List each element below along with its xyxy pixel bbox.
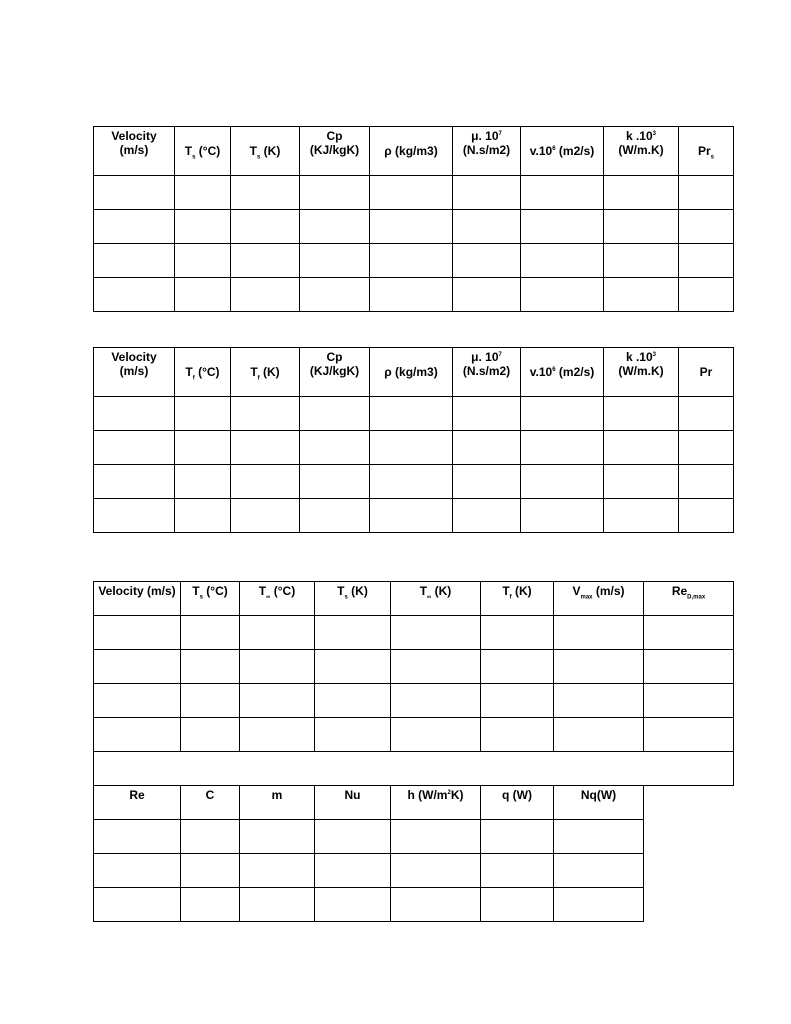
table-cell [604,499,679,533]
table-cell [315,820,391,854]
table-cell [679,176,734,210]
table-cell [644,718,734,752]
table-cell [240,616,315,650]
header-tinf-k: $T_\infty$ (K) [391,582,481,616]
table-cell [300,244,370,278]
table-cell [554,820,644,854]
empty-cell [644,820,734,854]
table-cell [94,210,175,244]
table-cell [604,465,679,499]
header-ts-c: $T_s$ (°C) [175,127,231,176]
table-cell [240,854,315,888]
table-cell [231,278,300,312]
table-cell [521,499,604,533]
table-cell [181,820,240,854]
table-row [94,820,734,854]
header-m: m [240,786,315,820]
table-row [94,278,734,312]
table-cell [391,616,481,650]
table-cell [175,210,231,244]
table-cell [300,397,370,431]
table-cell [679,397,734,431]
table-cell [94,684,181,718]
header-row [94,127,734,176]
header-ts-k: $T_s$ (K) [315,582,391,616]
table-cell [240,650,315,684]
table-cell [391,888,481,922]
table-cell [554,854,644,888]
header-re: Re [94,786,181,820]
table-cell [453,176,521,210]
table-cell [521,210,604,244]
table-cell [175,431,231,465]
table-cell [315,854,391,888]
table-cell [481,650,554,684]
table-cell [521,431,604,465]
table-row [94,176,734,210]
header-tf-c: $T_f$ (°C) [175,348,231,397]
table-cell [175,397,231,431]
table-cell [554,616,644,650]
table-row [94,431,734,465]
header-nq: Nq(W) [554,786,644,820]
table-cell [175,244,231,278]
table-cell [300,176,370,210]
table-cell [679,499,734,533]
table-cell [644,684,734,718]
header-c: C [181,786,240,820]
table-cell [315,650,391,684]
empty-cell [644,888,734,922]
table-cell [231,499,300,533]
header-density: ρ (kg/m3) [370,348,453,397]
table-cell [231,397,300,431]
header-ts-k: $T_s$ (K) [231,127,300,176]
header-q: q (W) [481,786,554,820]
table-cell [391,718,481,752]
table-cell [94,650,181,684]
table-cell [679,210,734,244]
table-cell [181,684,240,718]
header-h: h $(W/m^2K)$ [391,786,481,820]
header-viscosity: μ. $10^7$ (N.s/m2) [453,127,521,176]
header-row-2 [94,786,734,820]
table-cell [370,431,453,465]
table-cell [175,176,231,210]
header-conductivity: k $.10^3$ (W/m.K) [604,127,679,176]
table-cell [94,176,175,210]
table-cell [94,888,181,922]
table-cell [679,278,734,312]
table-cell [94,820,181,854]
table-cell [300,278,370,312]
table-cell [94,244,175,278]
table-row [94,684,734,718]
table-cell [481,854,554,888]
table-cell [315,888,391,922]
table-convection-results [93,581,734,922]
table-cell [481,616,554,650]
table-cell [240,888,315,922]
table-cell [181,718,240,752]
table-cell [370,210,453,244]
table-row [94,888,734,922]
empty-cell [644,786,734,820]
table-cell [240,684,315,718]
table-cell [481,820,554,854]
header-velocity: Velocity (m/s) [94,127,175,176]
header-viscosity: μ. $10^7$ (N.s/m2) [453,348,521,397]
table-cell [391,854,481,888]
table-cell [554,684,644,718]
table-cell [453,465,521,499]
header-velocity: Velocity (m/s) [94,582,181,616]
table-cell [604,176,679,210]
header-tinf-c: $T_\infty$ (°C) [240,582,315,616]
table-row [94,465,734,499]
table-cell [181,650,240,684]
table-cell [604,244,679,278]
table-cell [391,650,481,684]
table-cell [370,176,453,210]
table-cell [554,888,644,922]
table-cell [521,244,604,278]
table-cell [391,684,481,718]
table-cell [181,616,240,650]
table-cell [370,278,453,312]
table-cell [521,397,604,431]
table-cell [453,244,521,278]
table-row [94,397,734,431]
table-row [94,499,734,533]
table-cell [604,278,679,312]
table-cell [94,499,175,533]
table-cell [370,499,453,533]
header-tf-k: $T_f$ (K) [481,582,554,616]
table-cell [370,465,453,499]
table-cell [453,397,521,431]
table-cell [679,431,734,465]
table-cell [315,616,391,650]
header-kinematic-viscosity: $v.10^6$ (m2/s) [521,127,604,176]
table-cell [94,616,181,650]
table-cell [679,465,734,499]
table-cell [240,718,315,752]
table-cell [231,210,300,244]
table-cell [554,650,644,684]
table-surface-properties [93,126,734,312]
table-row [94,210,734,244]
table-cell [94,718,181,752]
header-re-dmax: $Re_{D,max}$ [644,582,734,616]
table-cell [481,684,554,718]
header-nu: Nu [315,786,391,820]
table-cell [453,278,521,312]
header-tf-k: $T_f$ (K) [231,348,300,397]
table-film-properties [93,347,734,533]
table-row [94,650,734,684]
table-cell [94,854,181,888]
table-cell [604,431,679,465]
header-cp: Cp (KJ/kgK) [300,127,370,176]
table-cell [300,431,370,465]
table-cell [94,278,175,312]
table-cell [604,397,679,431]
table-cell [521,176,604,210]
header-prandtl-s: $Pr_s$ [679,127,734,176]
table-cell [315,718,391,752]
table-cell [453,210,521,244]
table-cell [94,431,175,465]
table-cell [554,718,644,752]
spacer-row [94,752,734,786]
table-cell [94,465,175,499]
header-row [94,348,734,397]
header-density: ρ (kg/m3) [370,127,453,176]
table-cell [181,854,240,888]
table-row [94,616,734,650]
table-cell [370,397,453,431]
table-cell [604,210,679,244]
header-ts-c: $T_s$ (°C) [181,582,240,616]
table-cell [644,616,734,650]
header-prandtl: Pr [679,348,734,397]
table-cell [300,499,370,533]
table-cell [391,820,481,854]
table-cell [644,650,734,684]
table-cell [231,465,300,499]
header-vmax: $V_{max}$ (m/s) [554,582,644,616]
table-cell [175,278,231,312]
table-row [94,244,734,278]
header-conductivity: k $.10^3$ (W/m.K) [604,348,679,397]
table-row [94,718,734,752]
table-cell [175,465,231,499]
table-cell [231,431,300,465]
table-row [94,854,734,888]
table-cell [175,499,231,533]
table-cell [240,820,315,854]
table-cell [300,210,370,244]
table-cell [231,244,300,278]
header-kinematic-viscosity: $v.10^6$ (m2/s) [521,348,604,397]
empty-cell [644,854,734,888]
spacer-cell [94,752,734,786]
table-cell [315,684,391,718]
table-cell [481,718,554,752]
table-cell [453,499,521,533]
table-cell [94,397,175,431]
table-cell [370,244,453,278]
header-cp: Cp (KJ/kgK) [300,348,370,397]
table-cell [453,431,521,465]
table-cell [481,888,554,922]
table-cell [679,244,734,278]
table-cell [300,465,370,499]
table-cell [231,176,300,210]
table-cell [181,888,240,922]
header-velocity: Velocity (m/s) [94,348,175,397]
table-cell [521,278,604,312]
header-row [94,582,734,616]
table-cell [521,465,604,499]
